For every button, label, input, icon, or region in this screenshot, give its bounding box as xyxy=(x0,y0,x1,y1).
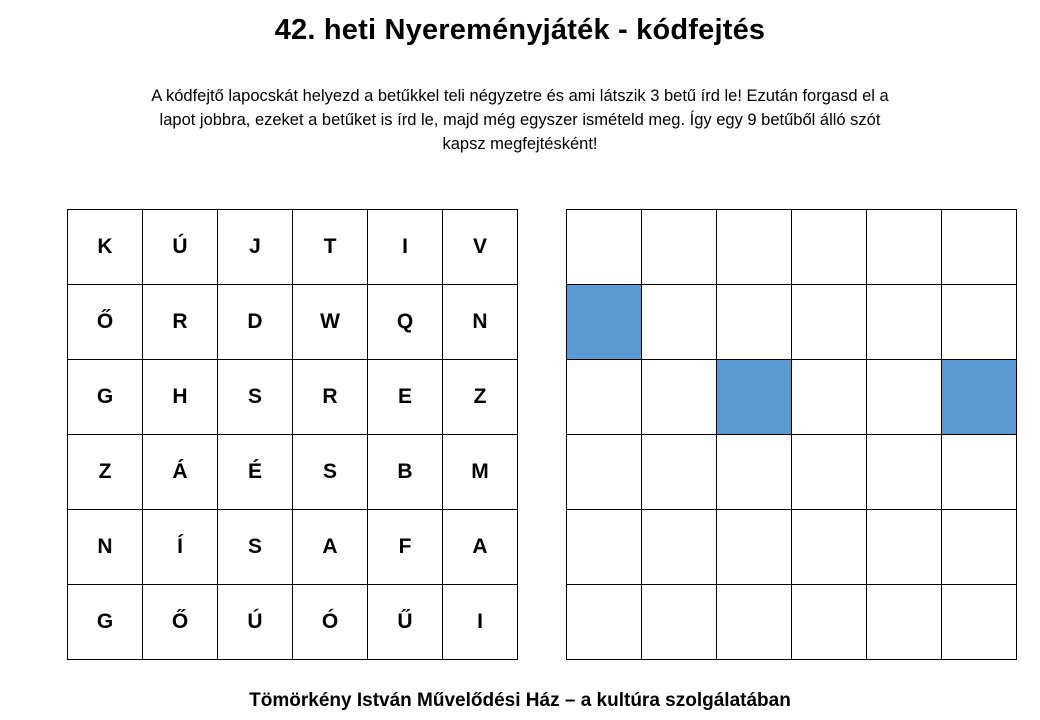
letter-cell: S xyxy=(218,510,293,585)
mask-cell xyxy=(867,285,942,360)
letter-grid-row xyxy=(68,435,518,510)
letter-cell: B xyxy=(368,435,443,510)
letter-cell: N xyxy=(443,285,518,360)
letter-cell: Ő xyxy=(68,285,143,360)
letter-cell: E xyxy=(368,360,443,435)
letter-cell: Í xyxy=(143,510,218,585)
letter-cell: R xyxy=(143,285,218,360)
letter-cell: A xyxy=(443,510,518,585)
mask-hole-cell xyxy=(717,360,792,435)
mask-cell xyxy=(867,585,942,660)
letter-grid xyxy=(67,209,518,660)
mask-cell xyxy=(942,510,1017,585)
mask-cell xyxy=(717,510,792,585)
decoder-mask-grid xyxy=(566,209,1017,660)
letter-cell: K xyxy=(68,210,143,285)
letter-cell: M xyxy=(443,435,518,510)
mask-cell xyxy=(642,585,717,660)
mask-cell xyxy=(867,210,942,285)
letter-cell: Á xyxy=(143,435,218,510)
mask-cell xyxy=(942,210,1017,285)
letter-cell: J xyxy=(218,210,293,285)
mask-grid-row xyxy=(567,285,1017,360)
mask-cell xyxy=(642,210,717,285)
instructions-line: lapot jobbra, ezeket a betűket is írd le, majd még egyszer ismételd meg. Így egy 9 betűből álló szót xyxy=(159,111,881,129)
letter-cell: I xyxy=(443,585,518,660)
mask-cell xyxy=(792,285,867,360)
letter-grid-row xyxy=(68,210,518,285)
letter-cell: A xyxy=(293,510,368,585)
instructions-line: A kódfejtő lapocskát helyezd a betűkkel teli négyzetre és ami látszik 3 betű írd le! Ezután forgasd el a xyxy=(151,87,889,105)
mask-cell xyxy=(867,510,942,585)
mask-cell xyxy=(792,510,867,585)
letter-cell: Z xyxy=(68,435,143,510)
footer-text: Tömörkény István Művelődési Ház – a kultúra szolgálatában xyxy=(249,690,791,711)
mask-grid-row xyxy=(567,210,1017,285)
letter-cell: Ű xyxy=(368,585,443,660)
letter-cell: Q xyxy=(368,285,443,360)
page-title: 42. heti Nyereményjáték - kódfejtés xyxy=(274,14,766,46)
mask-cell xyxy=(792,360,867,435)
letter-cell: G xyxy=(68,360,143,435)
letter-cell: R xyxy=(293,360,368,435)
letter-cell: D xyxy=(218,285,293,360)
instructions-line: kapsz megfejtésként! xyxy=(442,135,598,153)
mask-cell xyxy=(942,285,1017,360)
letter-cell: T xyxy=(293,210,368,285)
mask-grid-row xyxy=(567,510,1017,585)
letter-cell: I xyxy=(368,210,443,285)
mask-cell xyxy=(567,210,642,285)
mask-grid-row xyxy=(567,360,1017,435)
letter-cell: Z xyxy=(443,360,518,435)
mask-cell xyxy=(567,510,642,585)
letter-cell: Ó xyxy=(293,585,368,660)
letter-cell: S xyxy=(293,435,368,510)
mask-grid-row xyxy=(567,435,1017,510)
letter-grid-row xyxy=(68,510,518,585)
mask-cell xyxy=(942,435,1017,510)
mask-cell xyxy=(792,585,867,660)
letter-cell: V xyxy=(443,210,518,285)
mask-cell xyxy=(567,360,642,435)
mask-cell xyxy=(942,585,1017,660)
mask-cell xyxy=(717,435,792,510)
mask-cell xyxy=(717,585,792,660)
letter-cell: Ő xyxy=(143,585,218,660)
letter-grid-row xyxy=(68,585,518,660)
mask-cell xyxy=(567,585,642,660)
mask-cell xyxy=(867,435,942,510)
mask-cell xyxy=(792,210,867,285)
letter-cell: É xyxy=(218,435,293,510)
mask-cell xyxy=(867,360,942,435)
mask-cell xyxy=(792,435,867,510)
mask-cell xyxy=(642,435,717,510)
mask-hole-cell xyxy=(567,285,642,360)
letter-cell: H xyxy=(143,360,218,435)
letter-cell: W xyxy=(293,285,368,360)
mask-cell xyxy=(642,360,717,435)
mask-cell xyxy=(642,510,717,585)
mask-cell xyxy=(567,435,642,510)
letter-cell: Ú xyxy=(218,585,293,660)
letter-cell: F xyxy=(368,510,443,585)
letter-cell: G xyxy=(68,585,143,660)
mask-grid-row xyxy=(567,585,1017,660)
letter-cell: Ú xyxy=(143,210,218,285)
mask-cell xyxy=(717,285,792,360)
mask-hole-cell xyxy=(942,360,1017,435)
letter-grid-row xyxy=(68,285,518,360)
letter-cell: S xyxy=(218,360,293,435)
letter-cell: N xyxy=(68,510,143,585)
mask-cell xyxy=(717,210,792,285)
instructions-text xyxy=(70,84,970,156)
mask-cell xyxy=(642,285,717,360)
letter-grid-row xyxy=(68,360,518,435)
